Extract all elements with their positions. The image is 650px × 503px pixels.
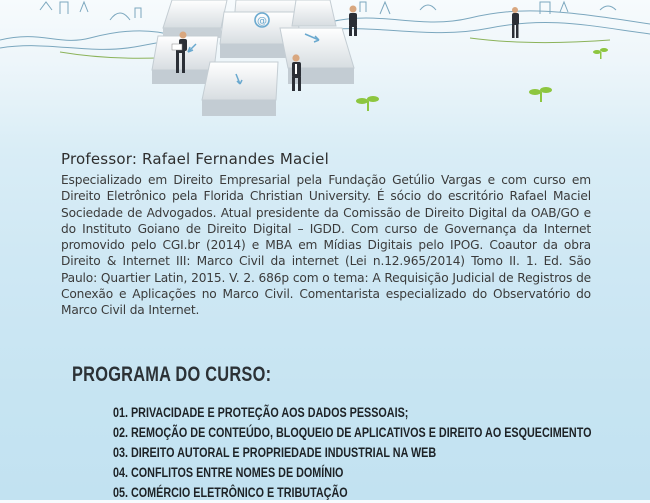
list-item: 05. COMÉRCIO ELETRÔNICO E TRIBUTAÇÃO	[113, 485, 348, 501]
hero-illustration	[0, 0, 650, 140]
list-item: 03. DIREITO AUTORAL E PROPRIEDADE INDUSTRIAL NA WEB	[113, 445, 437, 461]
sprout-icon	[356, 48, 608, 111]
program-list	[113, 403, 650, 503]
at-sign-key: @	[257, 16, 267, 27]
list-item: 02. REMOÇÃO DE CONTEÚDO, BLOQUEIO DE APLICATIVOS E DIREITO AO ESQUECIMENTO	[113, 425, 592, 441]
professor-title: Professor: Rafael Fernandes Maciel	[61, 150, 329, 168]
list-item: 04. CONFLITOS ENTRE NOMES DE DOMÍNIO	[113, 465, 344, 481]
program-title: PROGRAMA DO CURSO:	[72, 363, 272, 386]
professor-bio: Especializado em Direito Empresarial pela Fundação Getúlio Vargas e com curso em Direito Eletrônico pela Florida Christian University. É sócio do escritório Rafael Maciel Sociedade de Advogados. Atual presidente da Comissão de Direito Digital da OAB/GO e do Instituto Goiano de Direito Digital – IGDD. Com curso de Governança da Internet promovido pelo CGI.br (2014) e MBA em Mídias Digitais pelo IPOG. Coautor da obra Direito & Internet III: Marco Civil da internet (Lei n.12.965/2014) Tomo II. 1. Ed. São Paulo: Quartier Latin, 2015. V. 2. 686p com o tema: A Requisição Judicial de Registros de Conexão e Aplicações no Marco Civil. Comentarista especializado do Observatório do Marco Civil da Internet.	[61, 173, 591, 318]
list-item: 01. PRIVACIDADE E PROTEÇÃO AOS DADOS PESSOAIS;	[113, 405, 409, 421]
